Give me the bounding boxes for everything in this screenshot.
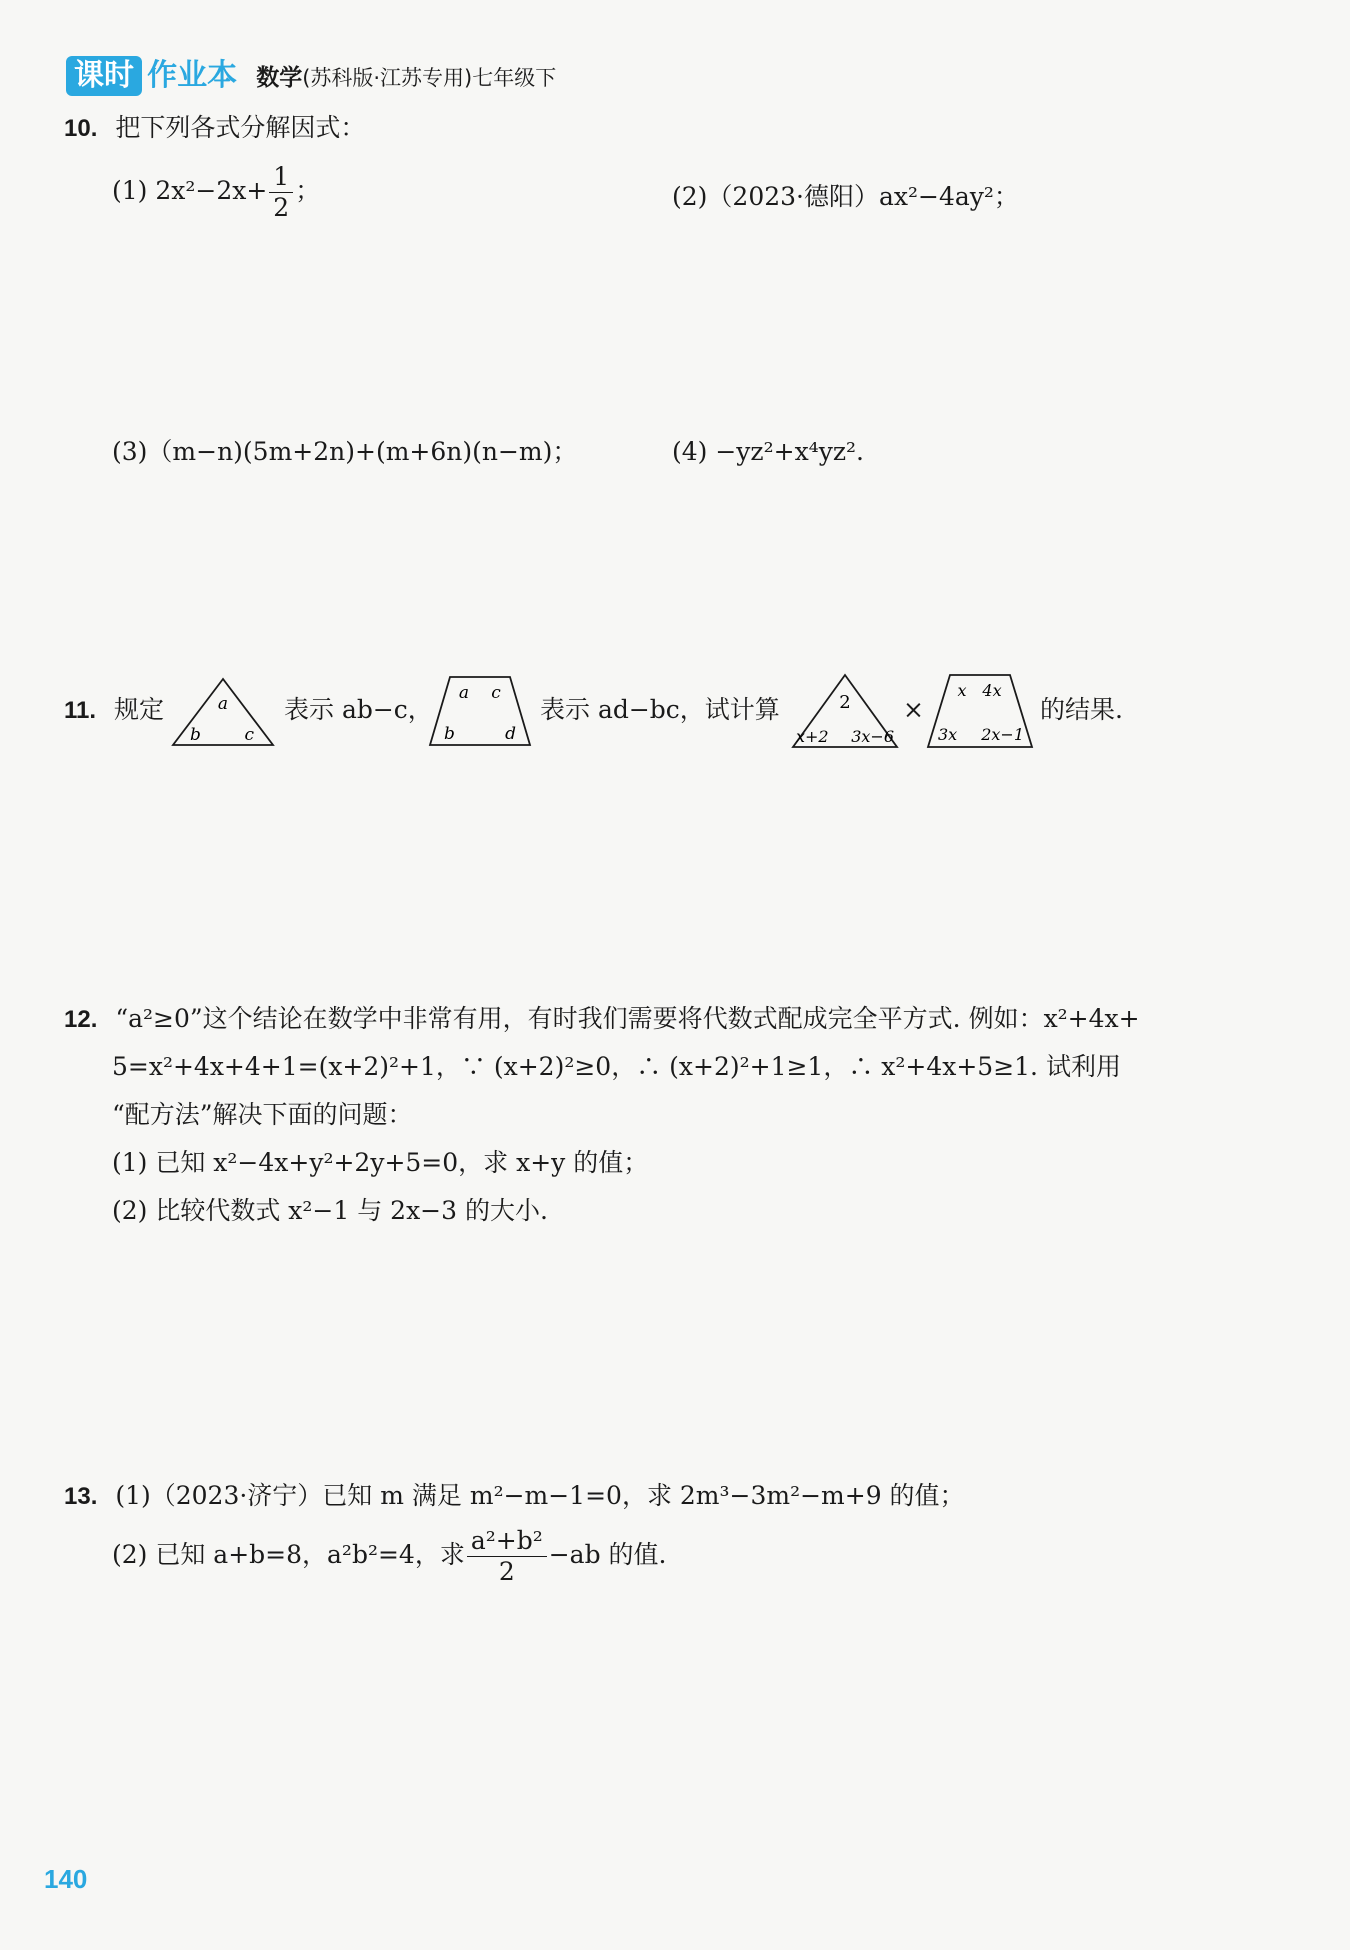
q13-part-2-post: −ab 的值. (548, 1540, 667, 1569)
triangle-calc-left: x+2 (796, 727, 829, 746)
multiply-sign: × (903, 695, 924, 724)
fraction-denominator: 2 (273, 193, 290, 222)
triangle-right-label: c (244, 725, 254, 745)
fraction-numerator: 1 (269, 162, 293, 193)
triangle-left-label: b (190, 725, 201, 745)
fraction-denominator: 2 (498, 1557, 515, 1586)
trapezoid-bottom-left-label: b (444, 724, 455, 744)
page-number: 140 (44, 1864, 88, 1894)
q12-text-line-3: “配方法”解决下面的问题： (112, 1100, 413, 1129)
q11-text-means-1: 表示 ab−c， (284, 695, 433, 724)
triangle-top-label: a (217, 694, 229, 714)
trapezoid-abcd-diagram (426, 674, 534, 748)
subject-title: 数学 (256, 65, 303, 91)
q13-part-2-pre: (2) 已知 a+b=8，a²b²=4，求 (112, 1540, 465, 1569)
triangle-calc-top: 2 (839, 692, 851, 713)
q11-text-define: 规定 (114, 695, 165, 724)
question-number: 10. (64, 115, 98, 142)
triangle-calc-right: 3x−6 (851, 727, 894, 746)
q10-part-4: (4) −yz²+x⁴yz². (672, 437, 864, 466)
series-title: 作业本 (147, 58, 238, 93)
q12-part-2: (2) 比较代数式 x²−1 与 2x−3 的大小. (112, 1196, 548, 1225)
q12-part-1: (1) 已知 x²−4x+y²+2y+5=0，求 x+y 的值； (112, 1148, 649, 1177)
trapezoid-top-left-label: a (458, 683, 470, 703)
q10-part-2: (2)（2023·德阳）ax²−4ay²； (672, 182, 1019, 211)
q12-text-line-1: “a²≥0”这个结论在数学中非常有用，有时我们需要将代数式配成完全平方式. 例如：x²+4x+ (115, 1004, 1140, 1033)
question-text: 把下列各式分解因式： (115, 113, 366, 142)
edition-label: (苏科版·江苏专用)七年级下 (302, 66, 557, 90)
fraction (467, 1526, 547, 1587)
fraction-numerator: a²+b² (467, 1526, 547, 1557)
question-13-part-1 (64, 1480, 965, 1513)
question-number: 12. (64, 1006, 98, 1033)
q10-part-1 (112, 162, 320, 223)
trapezoid-calc-bottom-left: 3x (938, 725, 958, 744)
question-12-line-1 (64, 1003, 1140, 1036)
trapezoid-top-right-label: c (491, 683, 501, 703)
q13-part-2 (112, 1526, 666, 1587)
trapezoid-calc-bottom-right: 2x−1 (981, 725, 1024, 744)
page-header (66, 56, 556, 96)
q11-text-result: 的结果. (1040, 695, 1123, 724)
triangle-abc-diagram (170, 676, 276, 748)
trapezoid-calc-diagram (924, 672, 1036, 750)
question-number: 11. (64, 697, 97, 724)
question-number: 13. (64, 1483, 98, 1510)
q13-part-1-text: (1)（2023·济宁）已知 m 满足 m²−m−1=0，求 2m³−3m²−m+9 的值； (115, 1481, 965, 1510)
trapezoid-calc-top-left: x (957, 681, 967, 700)
q12-text-line-2: 5=x²+4x+4+1=(x+2)²+1，∵ (x+2)²≥0，∴ (x+2)²+1≥1，∴ x²+4x+5≥1. 试利用 (112, 1052, 1121, 1081)
question-11 (64, 694, 164, 727)
trapezoid-bottom-right-label: d (505, 724, 516, 744)
q10-part-3: (3)（m−n)(5m+2n)+(m+6n)(n−m)； (112, 437, 578, 466)
fraction (269, 162, 293, 223)
trapezoid-calc-top-right: 4x (982, 681, 1002, 700)
question-10-stem (64, 112, 365, 145)
brand-logo: 课时 (66, 56, 142, 96)
q10-part-1-expr: (1) 2x²−2x+ (112, 176, 268, 205)
q11-text-means-2: 表示 ad−bc，试计算 (540, 695, 780, 724)
triangle-calc-diagram (790, 672, 900, 750)
q10-part-1-end: ； (295, 176, 321, 205)
